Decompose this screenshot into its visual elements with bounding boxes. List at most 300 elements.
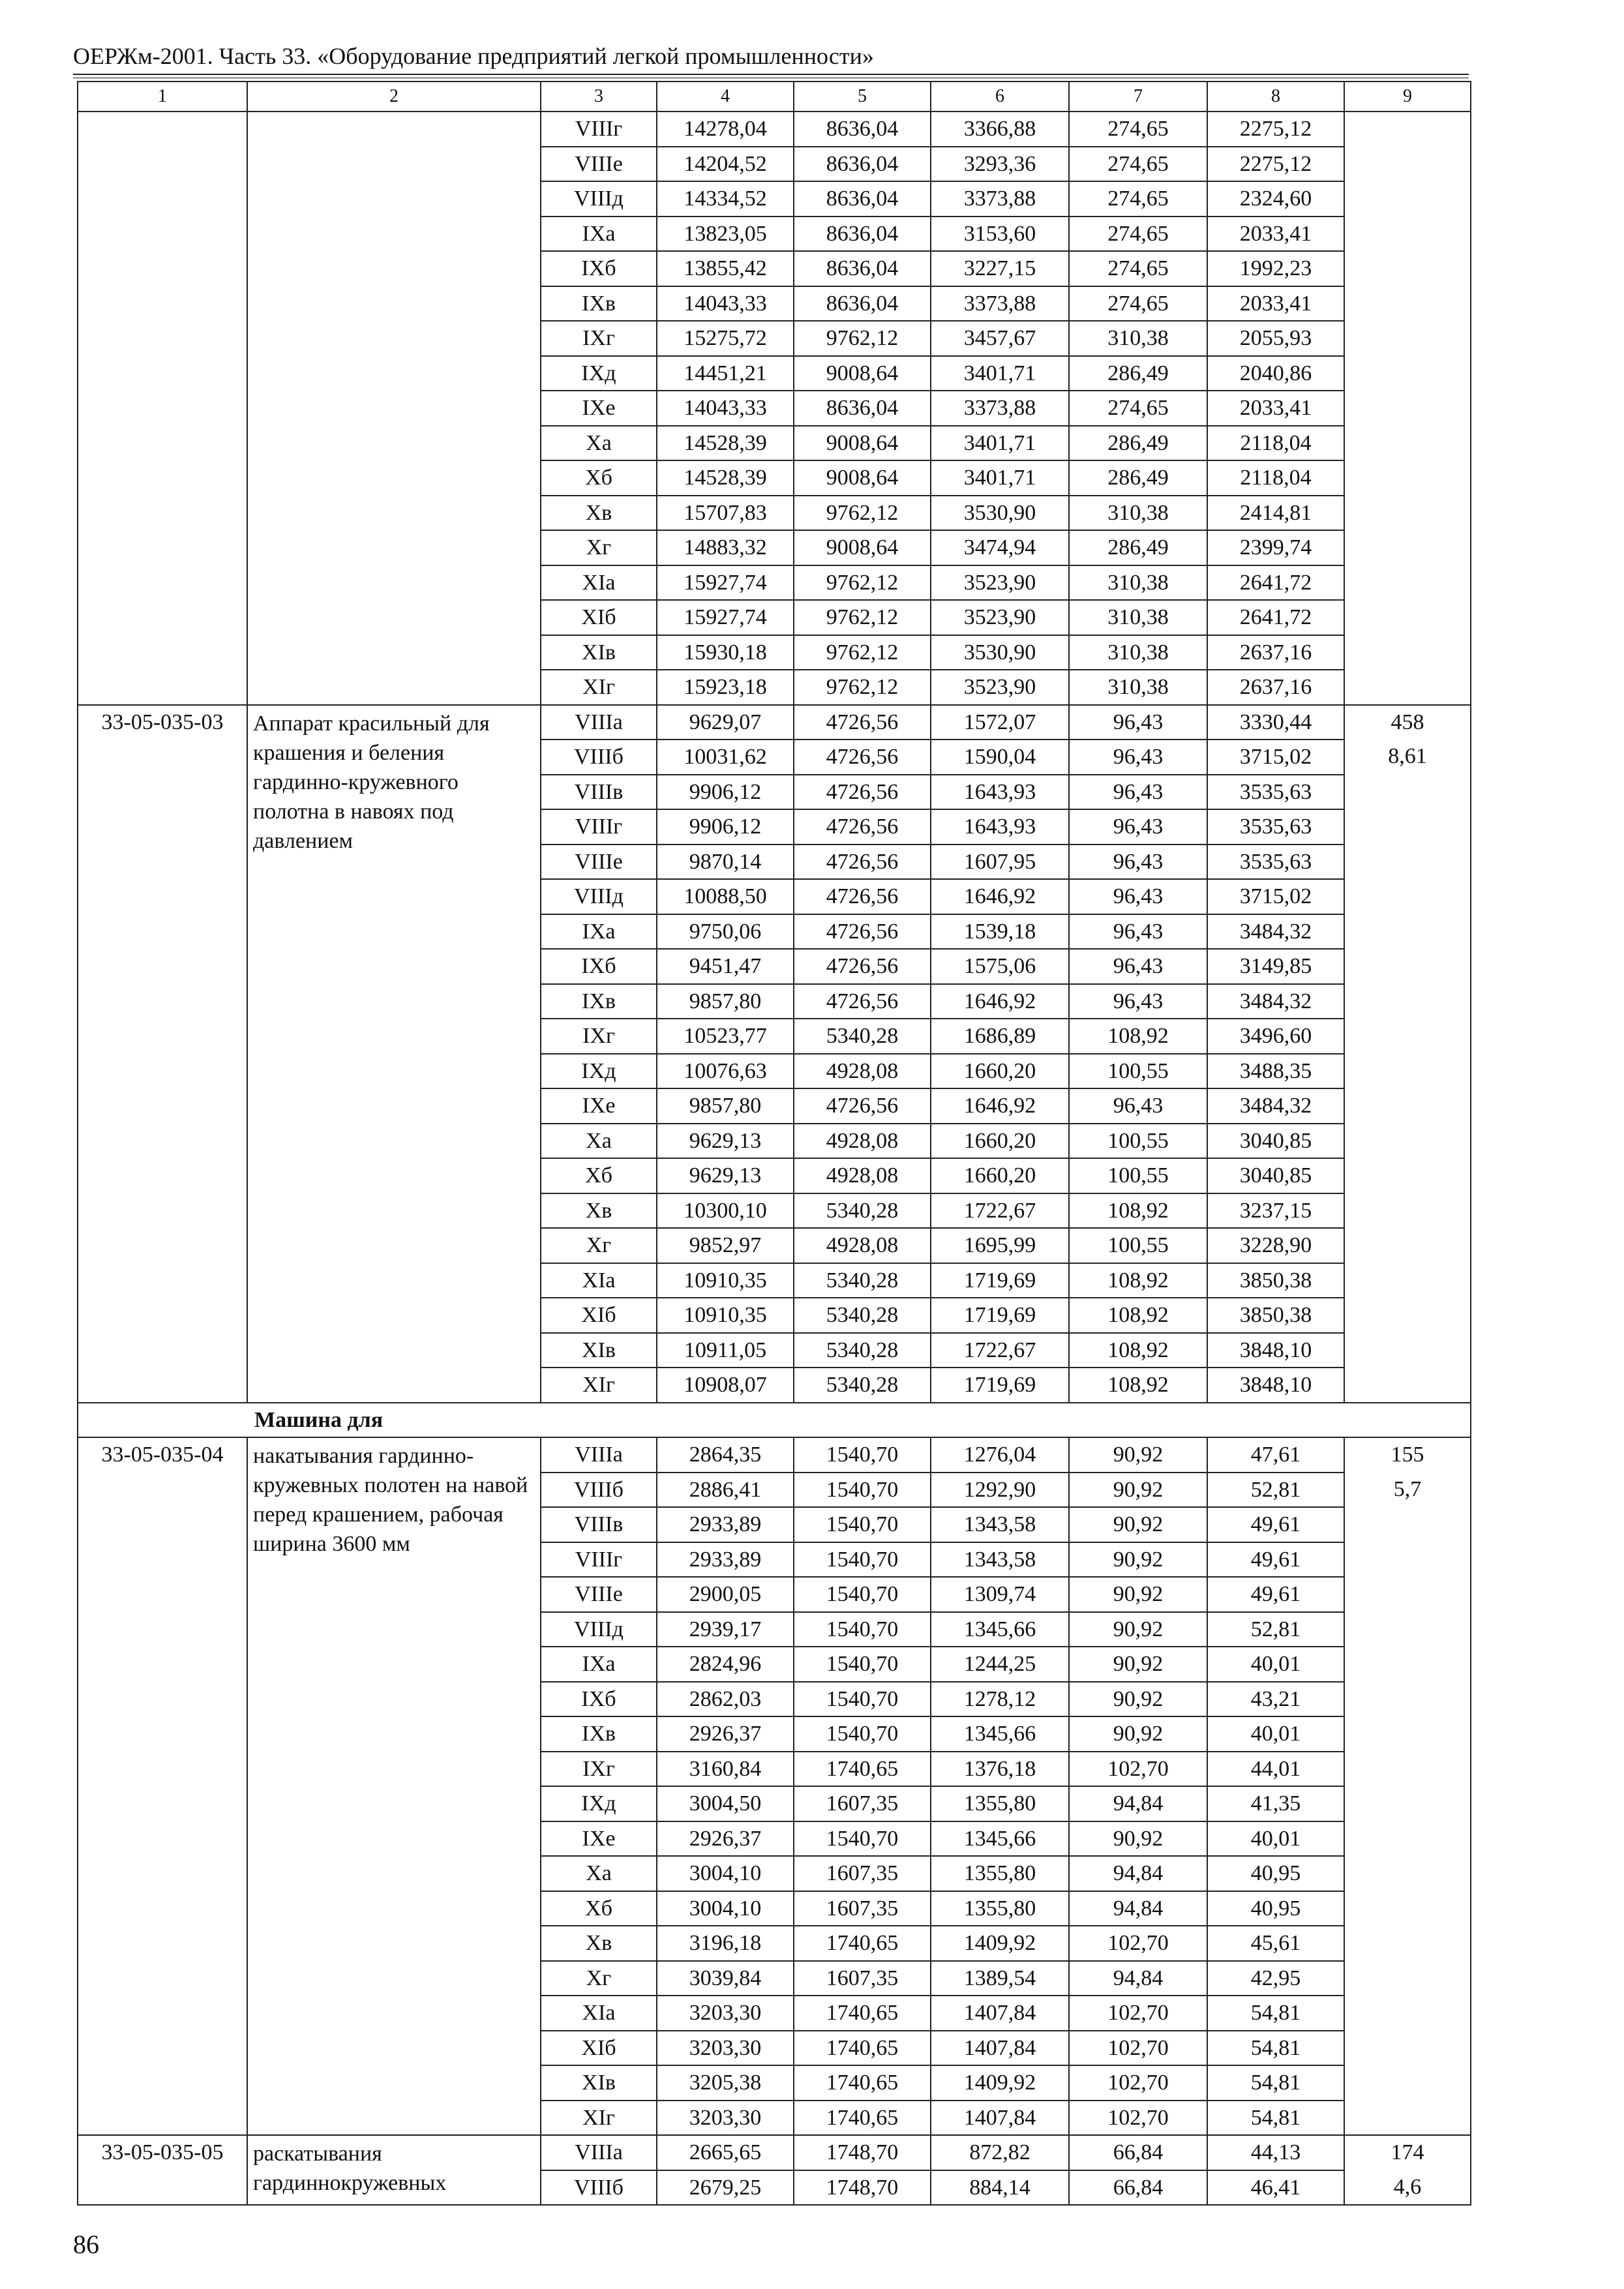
value-cell: 9451,47 [657, 949, 794, 984]
value-cell: 3484,32 [1207, 984, 1344, 1019]
value-cell: 3850,38 [1207, 1298, 1344, 1333]
zone-cell: VIIIг [541, 809, 657, 845]
value-cell: 90,92 [1069, 1507, 1207, 1542]
zone-cell: IXа [541, 217, 657, 252]
value-cell: 96,43 [1069, 1088, 1207, 1124]
value-cell: 4928,08 [794, 1124, 931, 1159]
value-cell: 102,70 [1069, 2065, 1207, 2101]
zone-cell: Xб [541, 1158, 657, 1193]
zone-cell: XIб [541, 1298, 657, 1333]
value-cell: 9870,14 [657, 845, 794, 880]
labor-value [1344, 147, 1471, 705]
value-cell: 2637,16 [1207, 635, 1344, 670]
column-number: 5 [794, 82, 931, 112]
value-cell: 1407,84 [931, 2101, 1069, 2136]
zone-cell: IXв [541, 286, 657, 322]
value-cell: 3040,85 [1207, 1158, 1344, 1193]
value-cell: 1276,04 [931, 1437, 1069, 1473]
value-cell: 90,92 [1069, 1542, 1207, 1578]
value-cell: 52,81 [1207, 1612, 1344, 1647]
table-row [78, 705, 1471, 740]
zone-cell: XIа [541, 1263, 657, 1298]
value-cell: 2637,16 [1207, 670, 1344, 705]
zone-cell: XIб [541, 600, 657, 635]
value-cell: 2033,41 [1207, 217, 1344, 252]
value-cell: 1355,80 [931, 1856, 1069, 1891]
value-cell: 94,84 [1069, 1856, 1207, 1891]
value-cell: 2933,89 [657, 1507, 794, 1542]
zone-cell: IXг [541, 1752, 657, 1787]
value-cell: 3149,85 [1207, 949, 1344, 984]
value-cell: 3496,60 [1207, 1019, 1344, 1054]
value-cell: 100,55 [1069, 1054, 1207, 1089]
value-cell: 108,92 [1069, 1019, 1207, 1054]
value-cell: 2933,89 [657, 1542, 794, 1578]
value-cell: 96,43 [1069, 914, 1207, 950]
value-cell: 1740,65 [794, 1752, 931, 1787]
value-cell: 1748,70 [794, 2135, 931, 2170]
zone-cell: VIIIб [541, 1473, 657, 1508]
value-cell: 1646,92 [931, 1088, 1069, 1124]
value-cell: 9008,64 [794, 530, 931, 565]
value-cell: 286,49 [1069, 356, 1207, 391]
zone-cell: VIIIв [541, 775, 657, 810]
value-cell: 3401,71 [931, 426, 1069, 461]
zone-cell: VIIIе [541, 845, 657, 880]
value-cell: 66,84 [1069, 2135, 1207, 2170]
mass-value [1344, 112, 1471, 147]
zone-cell: VIIIд [541, 181, 657, 217]
value-cell: 3535,63 [1207, 809, 1344, 845]
value-cell: 1590,04 [931, 740, 1069, 775]
value-cell: 15275,72 [657, 321, 794, 356]
value-cell: 3848,10 [1207, 1368, 1344, 1403]
value-cell: 102,70 [1069, 1752, 1207, 1787]
value-cell: 13855,42 [657, 251, 794, 286]
value-cell: 8636,04 [794, 147, 931, 182]
value-cell: 310,38 [1069, 600, 1207, 635]
value-cell: 1278,12 [931, 1682, 1069, 1717]
value-cell: 274,65 [1069, 181, 1207, 217]
zone-cell: IXб [541, 1682, 657, 1717]
value-cell: 94,84 [1069, 1786, 1207, 1821]
value-cell: 42,95 [1207, 1961, 1344, 1996]
item-name: накатывания гардинно-кружевных полотен на навой перед крашением, рабочая ширина 3600 мм [247, 1437, 541, 2135]
value-cell: 1575,06 [931, 949, 1069, 984]
value-cell: 1540,70 [794, 1437, 931, 1473]
value-cell: 2886,41 [657, 1473, 794, 1508]
value-cell: 3523,90 [931, 600, 1069, 635]
value-cell: 1719,69 [931, 1298, 1069, 1333]
zone-cell: IXг [541, 321, 657, 356]
value-cell: 1309,74 [931, 1577, 1069, 1612]
value-cell: 4726,56 [794, 809, 931, 845]
value-cell: 1722,67 [931, 1193, 1069, 1229]
value-cell: 1607,35 [794, 1961, 931, 1996]
value-cell: 274,65 [1069, 147, 1207, 182]
value-cell: 41,35 [1207, 1786, 1344, 1821]
value-cell: 3153,60 [931, 217, 1069, 252]
value-cell: 1740,65 [794, 1996, 931, 2031]
value-cell: 5340,28 [794, 1193, 931, 1229]
value-cell: 14043,33 [657, 286, 794, 322]
value-cell: 9857,80 [657, 984, 794, 1019]
value-cell: 14278,04 [657, 112, 794, 147]
value-cell: 274,65 [1069, 217, 1207, 252]
value-cell: 90,92 [1069, 1682, 1207, 1717]
value-cell: 90,92 [1069, 1716, 1207, 1752]
value-cell: 2055,93 [1207, 321, 1344, 356]
value-cell: 274,65 [1069, 112, 1207, 147]
value-cell: 4726,56 [794, 845, 931, 880]
value-cell: 43,21 [1207, 1682, 1344, 1717]
value-cell: 1660,20 [931, 1158, 1069, 1193]
value-cell: 9762,12 [794, 496, 931, 531]
zone-cell: IXа [541, 914, 657, 950]
value-cell: 1407,84 [931, 1996, 1069, 2031]
value-cell: 2275,12 [1207, 147, 1344, 182]
table-row [78, 2135, 1471, 2170]
value-cell: 3530,90 [931, 635, 1069, 670]
value-cell: 9629,13 [657, 1124, 794, 1159]
zone-cell: VIIIв [541, 1507, 657, 1542]
value-cell: 4726,56 [794, 984, 931, 1019]
rates-table [77, 81, 1471, 2206]
value-cell: 9906,12 [657, 809, 794, 845]
value-cell: 40,01 [1207, 1821, 1344, 1857]
value-cell: 8636,04 [794, 112, 931, 147]
zone-cell: VIIIб [541, 2170, 657, 2206]
value-cell: 14883,32 [657, 530, 794, 565]
zone-cell: VIIIа [541, 2135, 657, 2170]
value-cell: 5340,28 [794, 1263, 931, 1298]
value-cell: 10908,07 [657, 1368, 794, 1403]
value-cell: 108,92 [1069, 1193, 1207, 1229]
value-cell: 1572,07 [931, 705, 1069, 740]
zone-cell: XIв [541, 1333, 657, 1368]
section-heading-row [78, 1403, 1471, 1438]
zone-cell: Xг [541, 1228, 657, 1263]
value-cell: 1740,65 [794, 2101, 931, 2136]
value-cell: 1345,66 [931, 1716, 1069, 1752]
value-cell: 3203,30 [657, 1996, 794, 2031]
value-cell: 1540,70 [794, 1682, 931, 1717]
value-cell: 15707,83 [657, 496, 794, 531]
zone-cell: IXд [541, 1786, 657, 1821]
value-cell: 2275,12 [1207, 112, 1344, 147]
column-number: 3 [541, 82, 657, 112]
value-cell: 1740,65 [794, 2065, 931, 2101]
value-cell: 54,81 [1207, 2065, 1344, 2101]
value-cell: 10088,50 [657, 879, 794, 914]
value-cell: 1719,69 [931, 1263, 1069, 1298]
value-cell: 1407,84 [931, 2031, 1069, 2066]
value-cell: 5340,28 [794, 1019, 931, 1054]
value-cell: 1345,66 [931, 1821, 1069, 1857]
zone-cell: VIIIа [541, 1437, 657, 1473]
zone-cell: VIIIе [541, 147, 657, 182]
value-cell: 3196,18 [657, 1926, 794, 1961]
value-cell: 3004,10 [657, 1891, 794, 1926]
zone-cell: Xв [541, 1926, 657, 1961]
value-cell: 96,43 [1069, 949, 1207, 984]
value-cell: 102,70 [1069, 1996, 1207, 2031]
value-cell: 2414,81 [1207, 496, 1344, 531]
value-cell: 2665,65 [657, 2135, 794, 2170]
value-cell: 90,92 [1069, 1437, 1207, 1473]
value-cell: 3205,38 [657, 2065, 794, 2101]
value-cell: 1748,70 [794, 2170, 931, 2206]
value-cell: 1646,92 [931, 984, 1069, 1019]
value-cell: 96,43 [1069, 845, 1207, 880]
value-cell: 9762,12 [794, 635, 931, 670]
value-cell: 5340,28 [794, 1333, 931, 1368]
value-cell: 8636,04 [794, 251, 931, 286]
column-number: 9 [1344, 82, 1471, 112]
mass-value: 155 [1344, 1437, 1471, 1473]
zone-cell: IXд [541, 1054, 657, 1089]
value-cell: 274,65 [1069, 251, 1207, 286]
value-cell: 96,43 [1069, 740, 1207, 775]
value-cell: 90,92 [1069, 1473, 1207, 1508]
value-cell: 9750,06 [657, 914, 794, 950]
value-cell: 872,82 [931, 2135, 1069, 2170]
value-cell: 90,92 [1069, 1821, 1207, 1857]
value-cell: 45,61 [1207, 1926, 1344, 1961]
value-cell: 3366,88 [931, 112, 1069, 147]
section-heading: Машина для [78, 1403, 1471, 1438]
value-cell: 1540,70 [794, 1473, 931, 1508]
value-cell: 90,92 [1069, 1647, 1207, 1682]
value-cell: 10523,77 [657, 1019, 794, 1054]
zone-cell: XIг [541, 2101, 657, 2136]
value-cell: 310,38 [1069, 670, 1207, 705]
zone-cell: XIв [541, 2065, 657, 2101]
value-cell: 9852,97 [657, 1228, 794, 1263]
zone-cell: IXа [541, 1647, 657, 1682]
zone-cell: VIIIе [541, 1577, 657, 1612]
value-cell: 9906,12 [657, 775, 794, 810]
value-cell: 102,70 [1069, 1926, 1207, 1961]
value-cell: 44,01 [1207, 1752, 1344, 1787]
value-cell: 5340,28 [794, 1368, 931, 1403]
value-cell: 1607,35 [794, 1786, 931, 1821]
column-number: 2 [247, 82, 541, 112]
value-cell: 102,70 [1069, 2031, 1207, 2066]
value-cell: 1376,18 [931, 1752, 1069, 1787]
value-cell: 2641,72 [1207, 600, 1344, 635]
value-cell: 9008,64 [794, 356, 931, 391]
value-cell: 4726,56 [794, 879, 931, 914]
zone-cell: VIIIд [541, 1612, 657, 1647]
value-cell: 1607,35 [794, 1891, 931, 1926]
value-cell: 10300,10 [657, 1193, 794, 1229]
value-cell: 1646,92 [931, 879, 1069, 914]
value-cell: 8636,04 [794, 217, 931, 252]
zone-cell: Xб [541, 460, 657, 496]
value-cell: 2324,60 [1207, 181, 1344, 217]
value-cell: 15930,18 [657, 635, 794, 670]
value-cell: 40,01 [1207, 1647, 1344, 1682]
zone-cell: XIа [541, 565, 657, 601]
value-cell: 1719,69 [931, 1368, 1069, 1403]
zone-cell: VIIIг [541, 112, 657, 147]
column-number: 4 [657, 82, 794, 112]
zone-cell: VIIIб [541, 740, 657, 775]
zone-cell: XIг [541, 1368, 657, 1403]
value-cell: 2679,25 [657, 2170, 794, 2206]
zone-cell: XIв [541, 635, 657, 670]
value-cell: 3040,85 [1207, 1124, 1344, 1159]
value-cell: 2118,04 [1207, 426, 1344, 461]
column-number: 1 [78, 82, 247, 112]
value-cell: 1540,70 [794, 1821, 931, 1857]
value-cell: 1660,20 [931, 1054, 1069, 1089]
value-cell: 54,81 [1207, 2031, 1344, 2066]
value-cell: 9857,80 [657, 1088, 794, 1124]
value-cell: 3330,44 [1207, 705, 1344, 740]
value-cell: 2926,37 [657, 1821, 794, 1857]
value-cell: 3401,71 [931, 460, 1069, 496]
zone-cell: IXе [541, 391, 657, 426]
value-cell: 47,61 [1207, 1437, 1344, 1473]
value-cell: 4928,08 [794, 1054, 931, 1089]
value-cell: 94,84 [1069, 1891, 1207, 1926]
value-cell: 2900,05 [657, 1577, 794, 1612]
value-cell: 1722,67 [931, 1333, 1069, 1368]
page-number: 86 [73, 2230, 99, 2259]
zone-cell: Xг [541, 530, 657, 565]
value-cell: 96,43 [1069, 809, 1207, 845]
value-cell: 108,92 [1069, 1368, 1207, 1403]
value-cell: 2926,37 [657, 1716, 794, 1752]
value-cell: 8636,04 [794, 391, 931, 426]
mass-value: 458 [1344, 705, 1471, 740]
column-number: 6 [931, 82, 1069, 112]
value-cell: 3457,67 [931, 321, 1069, 356]
item-code: 33-05-035-04 [78, 1437, 247, 2135]
value-cell: 2824,96 [657, 1647, 794, 1682]
value-cell: 96,43 [1069, 775, 1207, 810]
value-cell: 8636,04 [794, 181, 931, 217]
labor-value: 4,6 [1344, 2170, 1471, 2206]
value-cell: 4726,56 [794, 949, 931, 984]
value-cell: 3237,15 [1207, 1193, 1344, 1229]
value-cell: 2118,04 [1207, 460, 1344, 496]
value-cell: 310,38 [1069, 496, 1207, 531]
zone-cell: Xа [541, 1856, 657, 1891]
value-cell: 1686,89 [931, 1019, 1069, 1054]
value-cell: 3850,38 [1207, 1263, 1344, 1298]
value-cell: 49,61 [1207, 1507, 1344, 1542]
value-cell: 3203,30 [657, 2101, 794, 2136]
value-cell: 3160,84 [657, 1752, 794, 1787]
labor-value: 8,61 [1344, 740, 1471, 1403]
value-cell: 100,55 [1069, 1158, 1207, 1193]
value-cell: 3474,94 [931, 530, 1069, 565]
value-cell: 1643,93 [931, 775, 1069, 810]
value-cell: 96,43 [1069, 705, 1207, 740]
value-cell: 5340,28 [794, 1298, 931, 1333]
value-cell: 94,84 [1069, 1961, 1207, 1996]
value-cell: 4726,56 [794, 775, 931, 810]
value-cell: 1992,23 [1207, 251, 1344, 286]
value-cell: 14528,39 [657, 460, 794, 496]
value-cell: 96,43 [1069, 879, 1207, 914]
value-cell: 66,84 [1069, 2170, 1207, 2206]
value-cell: 4726,56 [794, 914, 931, 950]
value-cell: 3039,84 [657, 1961, 794, 1996]
column-number: 8 [1207, 82, 1344, 112]
value-cell: 40,95 [1207, 1891, 1344, 1926]
value-cell: 1409,92 [931, 2065, 1069, 2101]
value-cell: 3373,88 [931, 181, 1069, 217]
value-cell: 15927,74 [657, 600, 794, 635]
table-row [78, 1437, 1471, 1473]
value-cell: 90,92 [1069, 1612, 1207, 1647]
running-header: ОЕРЖм-2001. Часть 33. «Оборудование предприятий легкой промышленности» [73, 43, 874, 69]
value-cell: 9008,64 [794, 460, 931, 496]
value-cell: 1540,70 [794, 1647, 931, 1682]
zone-cell: Xг [541, 1961, 657, 1996]
value-cell: 310,38 [1069, 635, 1207, 670]
value-cell: 1607,35 [794, 1856, 931, 1891]
value-cell: 10911,05 [657, 1333, 794, 1368]
column-number-row [78, 82, 1471, 112]
value-cell: 1695,99 [931, 1228, 1069, 1263]
value-cell: 40,95 [1207, 1856, 1344, 1891]
value-cell: 46,41 [1207, 2170, 1344, 2206]
zone-cell: XIг [541, 670, 657, 705]
value-cell: 9762,12 [794, 670, 931, 705]
value-cell: 108,92 [1069, 1298, 1207, 1333]
value-cell: 2641,72 [1207, 565, 1344, 601]
header-rule [73, 74, 1469, 75]
zone-cell: IXб [541, 949, 657, 984]
value-cell: 14204,52 [657, 147, 794, 182]
value-cell: 3228,90 [1207, 1228, 1344, 1263]
value-cell: 286,49 [1069, 426, 1207, 461]
value-cell: 274,65 [1069, 286, 1207, 322]
value-cell: 15927,74 [657, 565, 794, 601]
value-cell: 1740,65 [794, 2031, 931, 2066]
value-cell: 14528,39 [657, 426, 794, 461]
value-cell: 108,92 [1069, 1333, 1207, 1368]
value-cell: 100,55 [1069, 1228, 1207, 1263]
value-cell: 1343,58 [931, 1507, 1069, 1542]
value-cell: 3373,88 [931, 391, 1069, 426]
mass-value: 174 [1344, 2135, 1471, 2170]
column-number: 7 [1069, 82, 1207, 112]
value-cell: 1540,70 [794, 1507, 931, 1542]
item-name: Аппарат красильный для крашения и беления гардинно-кружевного полотна в навоях под давлением [247, 705, 541, 1403]
zone-cell: Xв [541, 496, 657, 531]
value-cell: 49,61 [1207, 1577, 1344, 1612]
value-cell: 3848,10 [1207, 1333, 1344, 1368]
value-cell: 1389,54 [931, 1961, 1069, 1996]
value-cell: 1409,92 [931, 1926, 1069, 1961]
value-cell: 1540,70 [794, 1612, 931, 1647]
value-cell: 14451,21 [657, 356, 794, 391]
value-cell: 3715,02 [1207, 740, 1344, 775]
value-cell: 3530,90 [931, 496, 1069, 531]
value-cell: 1292,90 [931, 1473, 1069, 1508]
value-cell: 9762,12 [794, 321, 931, 356]
value-cell: 9762,12 [794, 600, 931, 635]
zone-cell: IXв [541, 984, 657, 1019]
value-cell: 8636,04 [794, 286, 931, 322]
value-cell: 14334,52 [657, 181, 794, 217]
